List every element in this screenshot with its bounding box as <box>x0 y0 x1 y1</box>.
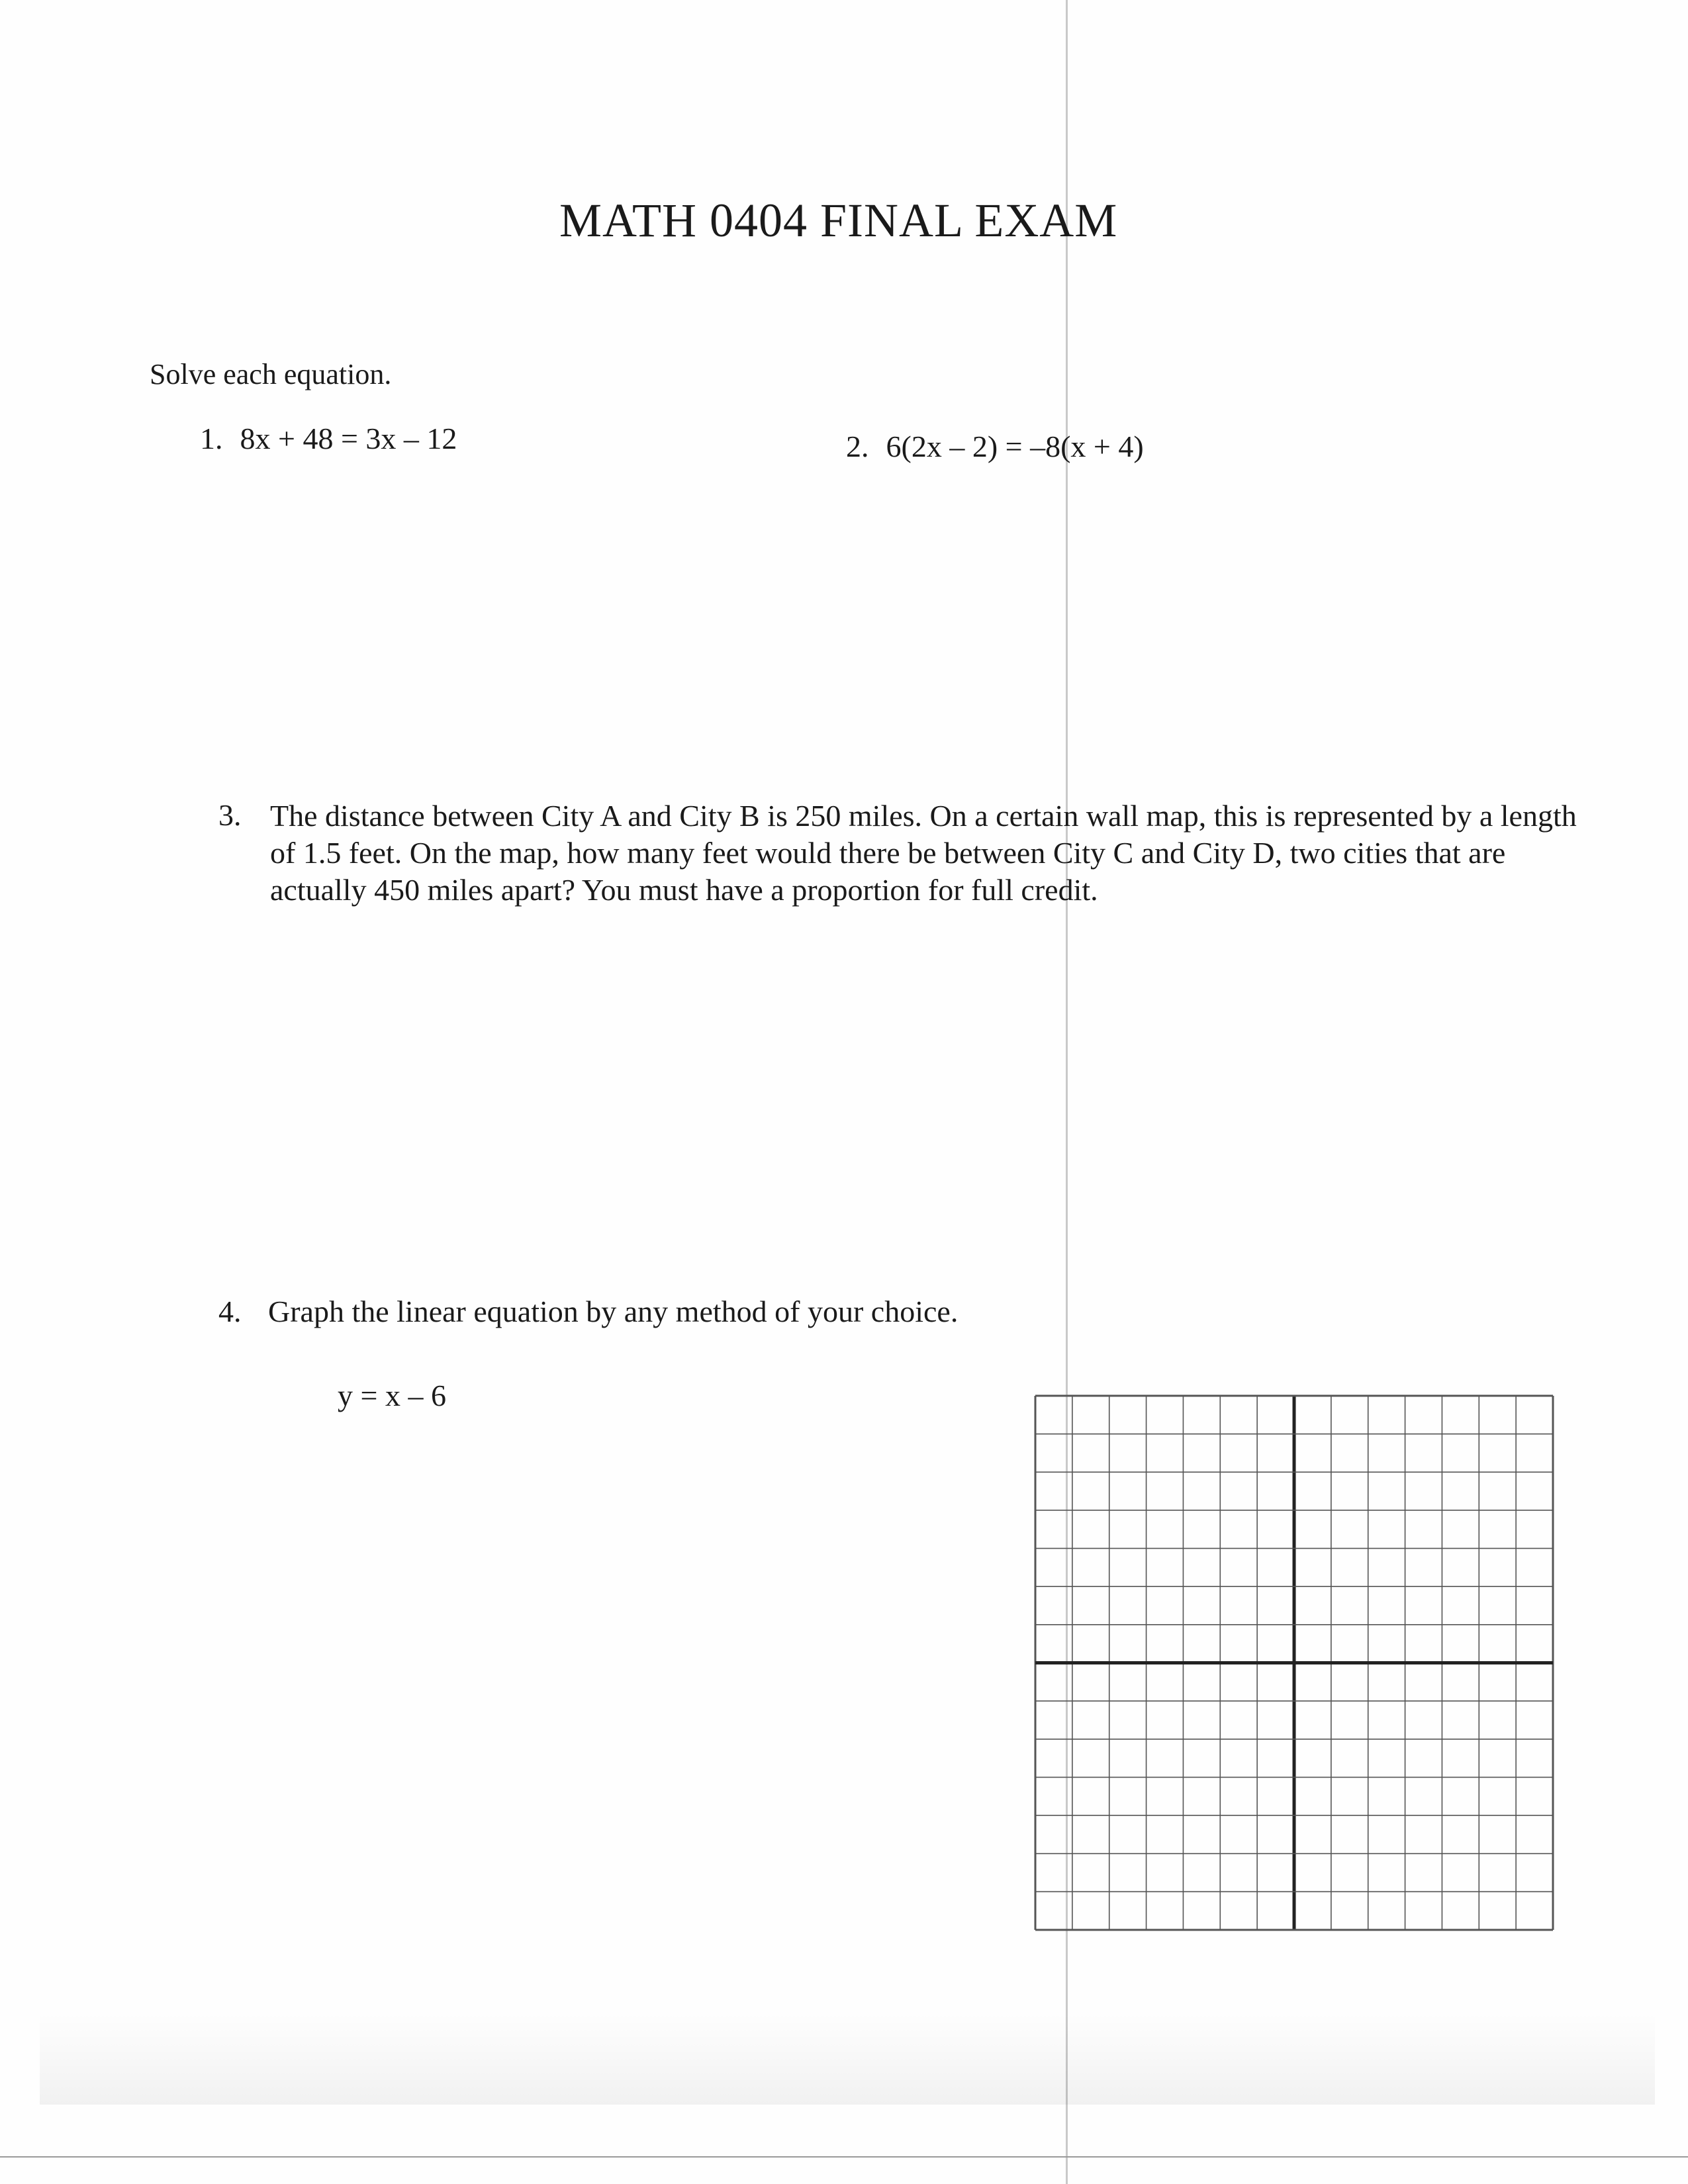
question-4 <box>218 1294 958 1329</box>
question-3 <box>218 797 1577 909</box>
question-2-number: 2. <box>846 430 869 463</box>
graph-paper-grid[interactable] <box>1033 1393 1556 1933</box>
bottom-edge-rule <box>0 2156 1688 2158</box>
question-1-number: 1. <box>200 422 223 455</box>
page-title: MATH 0404 FINAL EXAM <box>559 194 1118 247</box>
question-1 <box>200 421 457 456</box>
question-2 <box>846 429 1144 464</box>
question-4-number: 4. <box>218 1295 242 1328</box>
question-4-text: Graph the linear equation by any method of your choice. <box>268 1295 959 1328</box>
question-1-text: 8x + 48 = 3x – 12 <box>240 422 457 455</box>
question-4-equation: y = x – 6 <box>338 1379 446 1412</box>
question-3-number: 3. <box>218 798 242 832</box>
scan-shadow <box>40 2012 1655 2105</box>
question-2-text: 6(2x – 2) = –8(x + 4) <box>886 430 1144 463</box>
question-3-text: The distance between City A and City B is 250 miles. On a certain wall map, this is represented by a length of 1.5 feet. On the map, how many feet would there be between City C and City D, two cities that are actually 450 miles apart? You must have a proportion for full credit. <box>270 799 1577 907</box>
instructions: Solve each equation. <box>150 358 392 390</box>
